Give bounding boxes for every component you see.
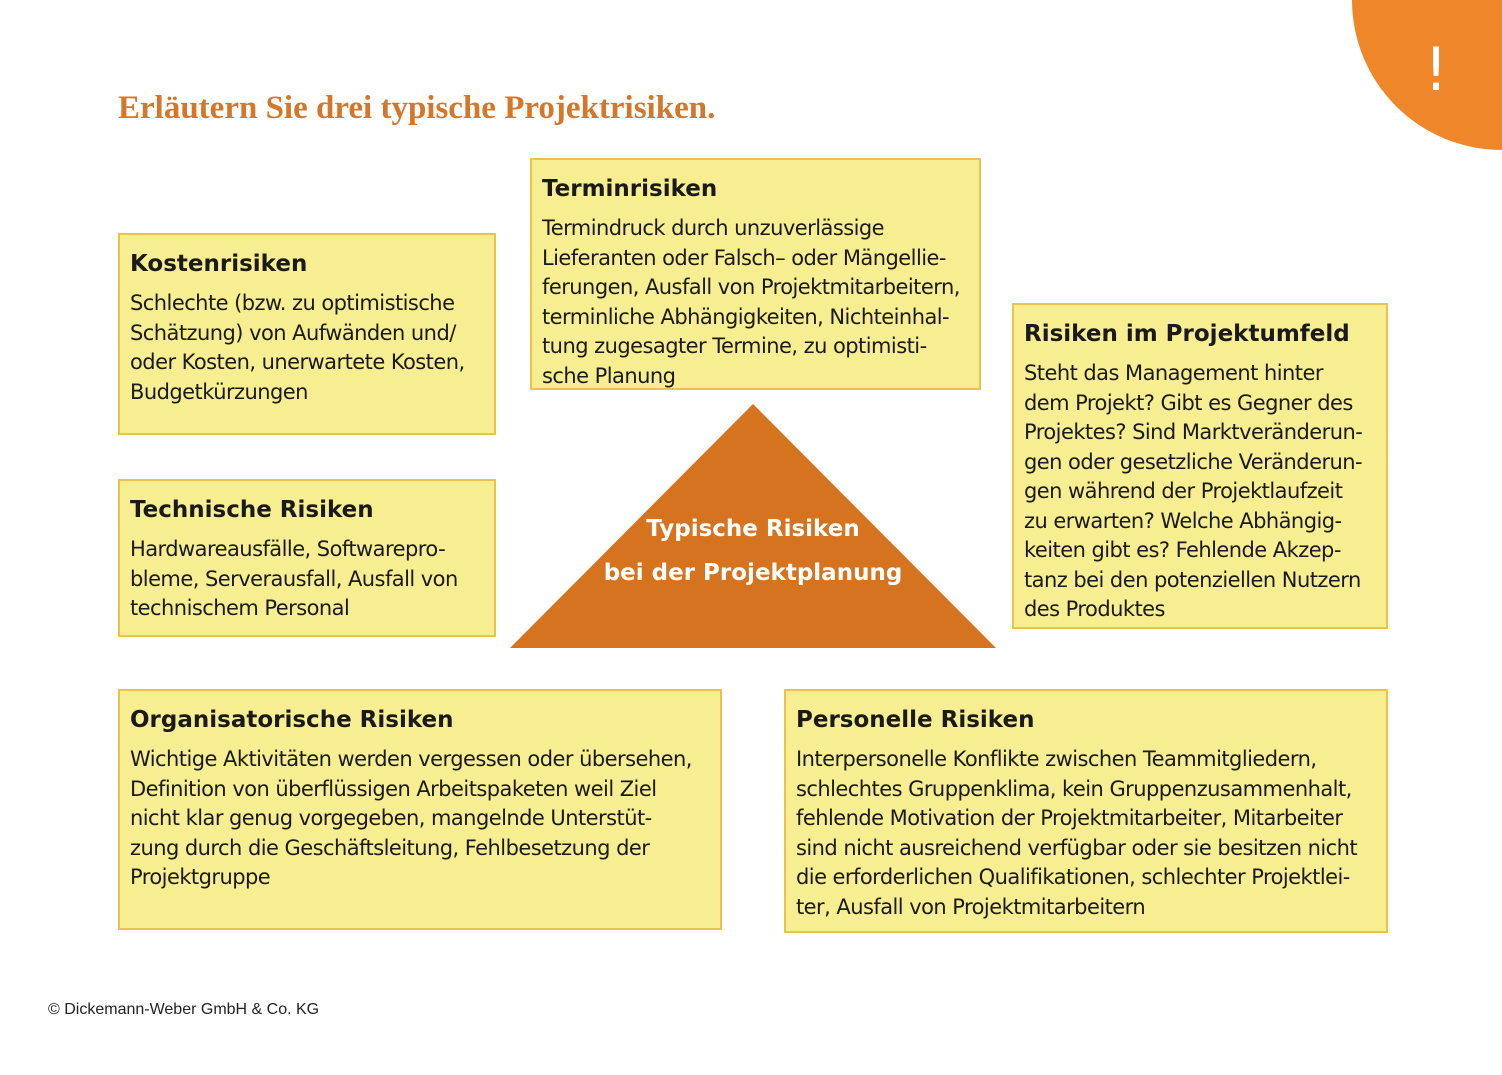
triangle-label-line1: Typische Risiken <box>646 516 860 542</box>
triangle-label-line2: bei der Projektplanung <box>603 560 903 586</box>
technische-risiken-text: Hardwareausfälle, Softwarepro- bleme, Serverausfall, Ausfall von technischem Personal <box>130 537 458 621</box>
kostenrisiken-box <box>118 233 496 435</box>
exclamation-mark: ! <box>1423 35 1449 105</box>
terminrisiken-text: Termindruck durch unzuverlässige Lieferanten oder Falsch– oder Mängellie- ferungen, Ausfall von Projektmitarbeitern, terminliche Abhängigkeiten, Nichteinhal- tung zugesagter Termine, zu optimisti- sche Planung <box>542 216 960 388</box>
technische-risiken-box <box>118 479 496 637</box>
technische-risiken-title: Technische Risiken <box>130 497 374 523</box>
personelle-risiken-title: Personelle Risiken <box>796 707 1035 733</box>
kostenrisiken-text: Schlechte (bzw. zu optimistische Schätzung) von Aufwänden und/ oder Kosten, unerwartete Kosten, Budgetkürzungen <box>130 291 465 404</box>
organisatorische-risiken-text: Wichtige Aktivitäten werden vergessen oder übersehen, Definition von überflüssigen Arbeitspaketen weil Ziel nicht klar genug vorgegeben, mangelnde Unterstüt- zung durch die Geschäftsleitung, Fehlbesetzung der Projektgruppe <box>130 747 692 890</box>
projektumfeld-box <box>1012 303 1388 629</box>
personelle-risiken-text: Interpersonelle Konflikte zwischen Teammitgliedern, schlechtes Gruppenklima, kein Gruppenzusammenhalt, fehlende Motivation der Projektmitarbeiter, Mitarbeiter sind nicht ausreichend verfügbar oder sie besitzen nicht die erforderlichen Qualifikationen, schlechter Projektlei- ter, Ausfall von Projektmitarbeitern <box>796 747 1358 919</box>
terminrisiken-title: Terminrisiken <box>542 176 718 202</box>
projektumfeld-text: Steht das Management hinter dem Projekt? Gibt es Gegner des Projektes? Sind Marktveränderun- gen oder gesetzliche Veränderun- gen während der Projektlaufzeit zu erwarten? Welche Abhängig- keiten gibt es? Fehlende Akzep- tanz bei den potenziellen Nutzern des Produktes <box>1024 361 1363 622</box>
copyright-footer: © Dickemann-Weber GmbH & Co. KG <box>48 1001 320 1018</box>
organisatorische-risiken-box <box>118 689 722 930</box>
page-title: Erläutern Sie drei typische Projektrisiken. <box>118 90 716 126</box>
terminrisiken-box <box>530 158 981 390</box>
organisatorische-risiken-title: Organisatorische Risiken <box>130 707 454 733</box>
personelle-risiken-box <box>784 689 1388 933</box>
kostenrisiken-title: Kostenrisiken <box>130 251 308 277</box>
projektumfeld-title: Risiken im Projektumfeld <box>1024 321 1350 347</box>
